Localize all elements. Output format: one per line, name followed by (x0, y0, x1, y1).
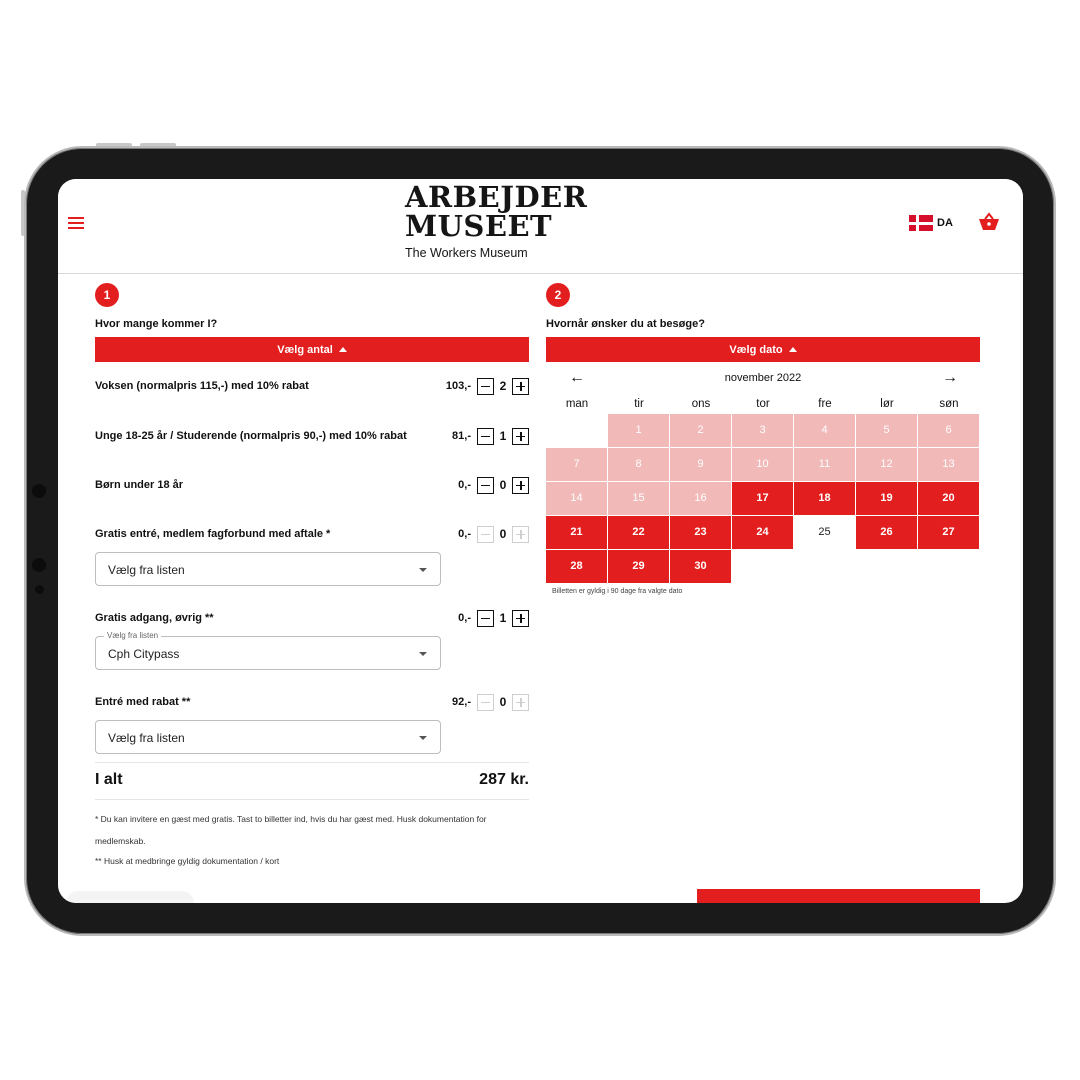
step-2-badge: 2 (546, 283, 570, 307)
logo-subtitle: The Workers Museum (405, 246, 528, 260)
ticket-row-discount (95, 692, 529, 712)
calendar-day[interactable]: 19 (856, 482, 917, 515)
weekday-label: fre (818, 398, 832, 410)
weekday-label: søn (939, 398, 959, 410)
quantity-section-title: Hvor mange kommer I? (95, 318, 218, 330)
select-value: Vælg fra listen (108, 563, 185, 577)
ticket-price: 92,- (452, 696, 471, 708)
ticket-row-adult (95, 376, 529, 396)
weekday-label: tir (634, 398, 644, 410)
calendar-day[interactable]: 27 (918, 516, 979, 549)
calendar-day: 4 (794, 414, 855, 447)
increase-button[interactable] (512, 378, 529, 395)
caret-up-icon (789, 347, 797, 352)
ticket-row-youth (95, 426, 529, 446)
site-header (58, 179, 1023, 274)
museum-logo[interactable] (405, 180, 588, 260)
ticket-name: Børn under 18 år (95, 479, 184, 491)
ticket-name: Entré med rabat ** (95, 696, 191, 708)
ticket-price: 81,- (452, 430, 471, 442)
increase-button[interactable] (512, 477, 529, 494)
caret-up-icon (339, 347, 347, 352)
calendar-day: 10 (732, 448, 793, 481)
ticket-price: 0,- (458, 612, 471, 624)
ticket-name: Voksen (normalpris 115,-) med 10% rabat (95, 380, 309, 392)
calendar-day[interactable]: 22 (608, 516, 669, 549)
prev-month-arrow-icon[interactable]: ← (569, 369, 585, 386)
calendar-day: 16 (670, 482, 731, 515)
calendar-day: 11 (794, 448, 855, 481)
select-value: Vælg fra listen (108, 731, 185, 745)
camera-dot (32, 558, 46, 572)
camera-dot (32, 484, 46, 498)
bottom-pill (66, 891, 194, 903)
increase-button[interactable] (512, 694, 529, 711)
calendar-day: 12 (856, 448, 917, 481)
union-select[interactable] (95, 552, 441, 586)
calendar-month: november 2022 (724, 372, 802, 384)
calendar-day: 14 (546, 482, 607, 515)
ticket-quantity: 0 (499, 695, 507, 709)
calendar-day[interactable]: 26 (856, 516, 917, 549)
basket-icon[interactable] (978, 212, 1000, 232)
total-label: I alt (95, 771, 123, 788)
decrease-button[interactable] (477, 610, 494, 627)
screen (58, 179, 1023, 903)
discount-select[interactable] (95, 720, 441, 754)
language-label: DA (937, 217, 953, 229)
weekday-label: tor (756, 398, 770, 410)
hamburger-menu-icon[interactable] (68, 217, 84, 229)
ticket-quantity: 0 (499, 527, 507, 541)
camera-dot (35, 585, 44, 594)
ticket-name: Gratis entré, medlem fagforbund med aftale * (95, 528, 331, 540)
divider (95, 799, 529, 800)
calendar-day: 1 (608, 414, 669, 447)
calendar-day: 8 (608, 448, 669, 481)
continue-button[interactable] (697, 889, 980, 903)
ticket-price: 0,- (458, 528, 471, 540)
calendar-day: 6 (918, 414, 979, 447)
divider (95, 762, 529, 763)
danish-flag-icon (909, 215, 933, 231)
select-legend: Vælg fra listen (104, 631, 161, 640)
dropdown-arrow-icon (419, 568, 427, 572)
calendar-day[interactable]: 23 (670, 516, 731, 549)
calendar-day: 15 (608, 482, 669, 515)
calendar-day: 7 (546, 448, 607, 481)
increase-button[interactable] (512, 428, 529, 445)
calendar-day[interactable]: 17 (732, 482, 793, 515)
calendar-day[interactable]: 20 (918, 482, 979, 515)
ticket-quantity: 0 (499, 478, 507, 492)
language-selector[interactable] (909, 215, 953, 231)
increase-button[interactable] (512, 526, 529, 543)
weekday-label: man (565, 398, 589, 410)
ticket-price: 103,- (445, 380, 471, 392)
calendar-day[interactable]: 24 (732, 516, 793, 549)
calendar-day: 13 (918, 448, 979, 481)
decrease-button[interactable] (477, 694, 494, 711)
ticket-quantity: 1 (499, 611, 507, 625)
choose-quantity-label: Vælg antal (277, 343, 333, 356)
dropdown-arrow-icon (419, 736, 427, 740)
next-month-arrow-icon[interactable]: → (942, 369, 958, 386)
ticket-price: 0,- (458, 479, 471, 491)
calendar-day[interactable]: 21 (546, 516, 607, 549)
choose-date-label: Vælg dato (729, 343, 783, 356)
ticket-row-union-member (95, 524, 529, 544)
choose-date-bar[interactable] (546, 337, 980, 362)
ticket-row-free-other (95, 608, 529, 628)
increase-button[interactable] (512, 610, 529, 627)
calendar-day: 5 (856, 414, 917, 447)
ticket-quantity: 1 (499, 429, 507, 443)
calendar-day[interactable]: 18 (794, 482, 855, 515)
ticket-name: Gratis adgang, øvrig ** (95, 612, 214, 624)
calendar-day: 2 (670, 414, 731, 447)
decrease-button[interactable] (477, 477, 494, 494)
decrease-button[interactable] (477, 428, 494, 445)
calendar-day[interactable]: 30 (670, 550, 731, 583)
date-section-title: Hvornår ønsker du at besøge? (546, 318, 705, 330)
calendar-day: 3 (732, 414, 793, 447)
calendar-day[interactable]: 28 (546, 550, 607, 583)
free-access-select[interactable] (95, 631, 441, 670)
calendar-day: 25 (794, 516, 855, 549)
total-value: 287 kr. (479, 771, 529, 788)
ticket-name: Unge 18-25 år / Studerende (normalpris 90,-) med 10% rabat (95, 430, 407, 442)
ticket-quantity: 2 (499, 379, 507, 393)
decrease-button[interactable] (477, 378, 494, 395)
calendar-day[interactable]: 29 (608, 550, 669, 583)
ticket-validity-note: Billetten er gyldig i 90 dage fra valgte dato (552, 588, 683, 595)
step-1-badge: 1 (95, 283, 119, 307)
logo-line-2: MUSEET (405, 209, 553, 243)
logo-line-1: ARBEJDER (405, 180, 588, 214)
dropdown-arrow-icon (419, 652, 427, 656)
select-value: Cph Citypass (108, 647, 180, 661)
calendar-day: 9 (670, 448, 731, 481)
weekday-label: ons (691, 398, 711, 410)
ticket-row-children (95, 475, 529, 495)
decrease-button[interactable] (477, 526, 494, 543)
choose-quantity-bar[interactable] (95, 337, 529, 362)
footnote-2: ** Husk at medbringe gyldig dokumentation / kort (95, 856, 280, 866)
weekday-label: lør (880, 398, 894, 410)
footnote-1: * Du kan invitere en gæst med gratis. Tast to billetter ind, hvis du har gæst med. Husk dokumentation for medlemskab. (95, 814, 487, 846)
